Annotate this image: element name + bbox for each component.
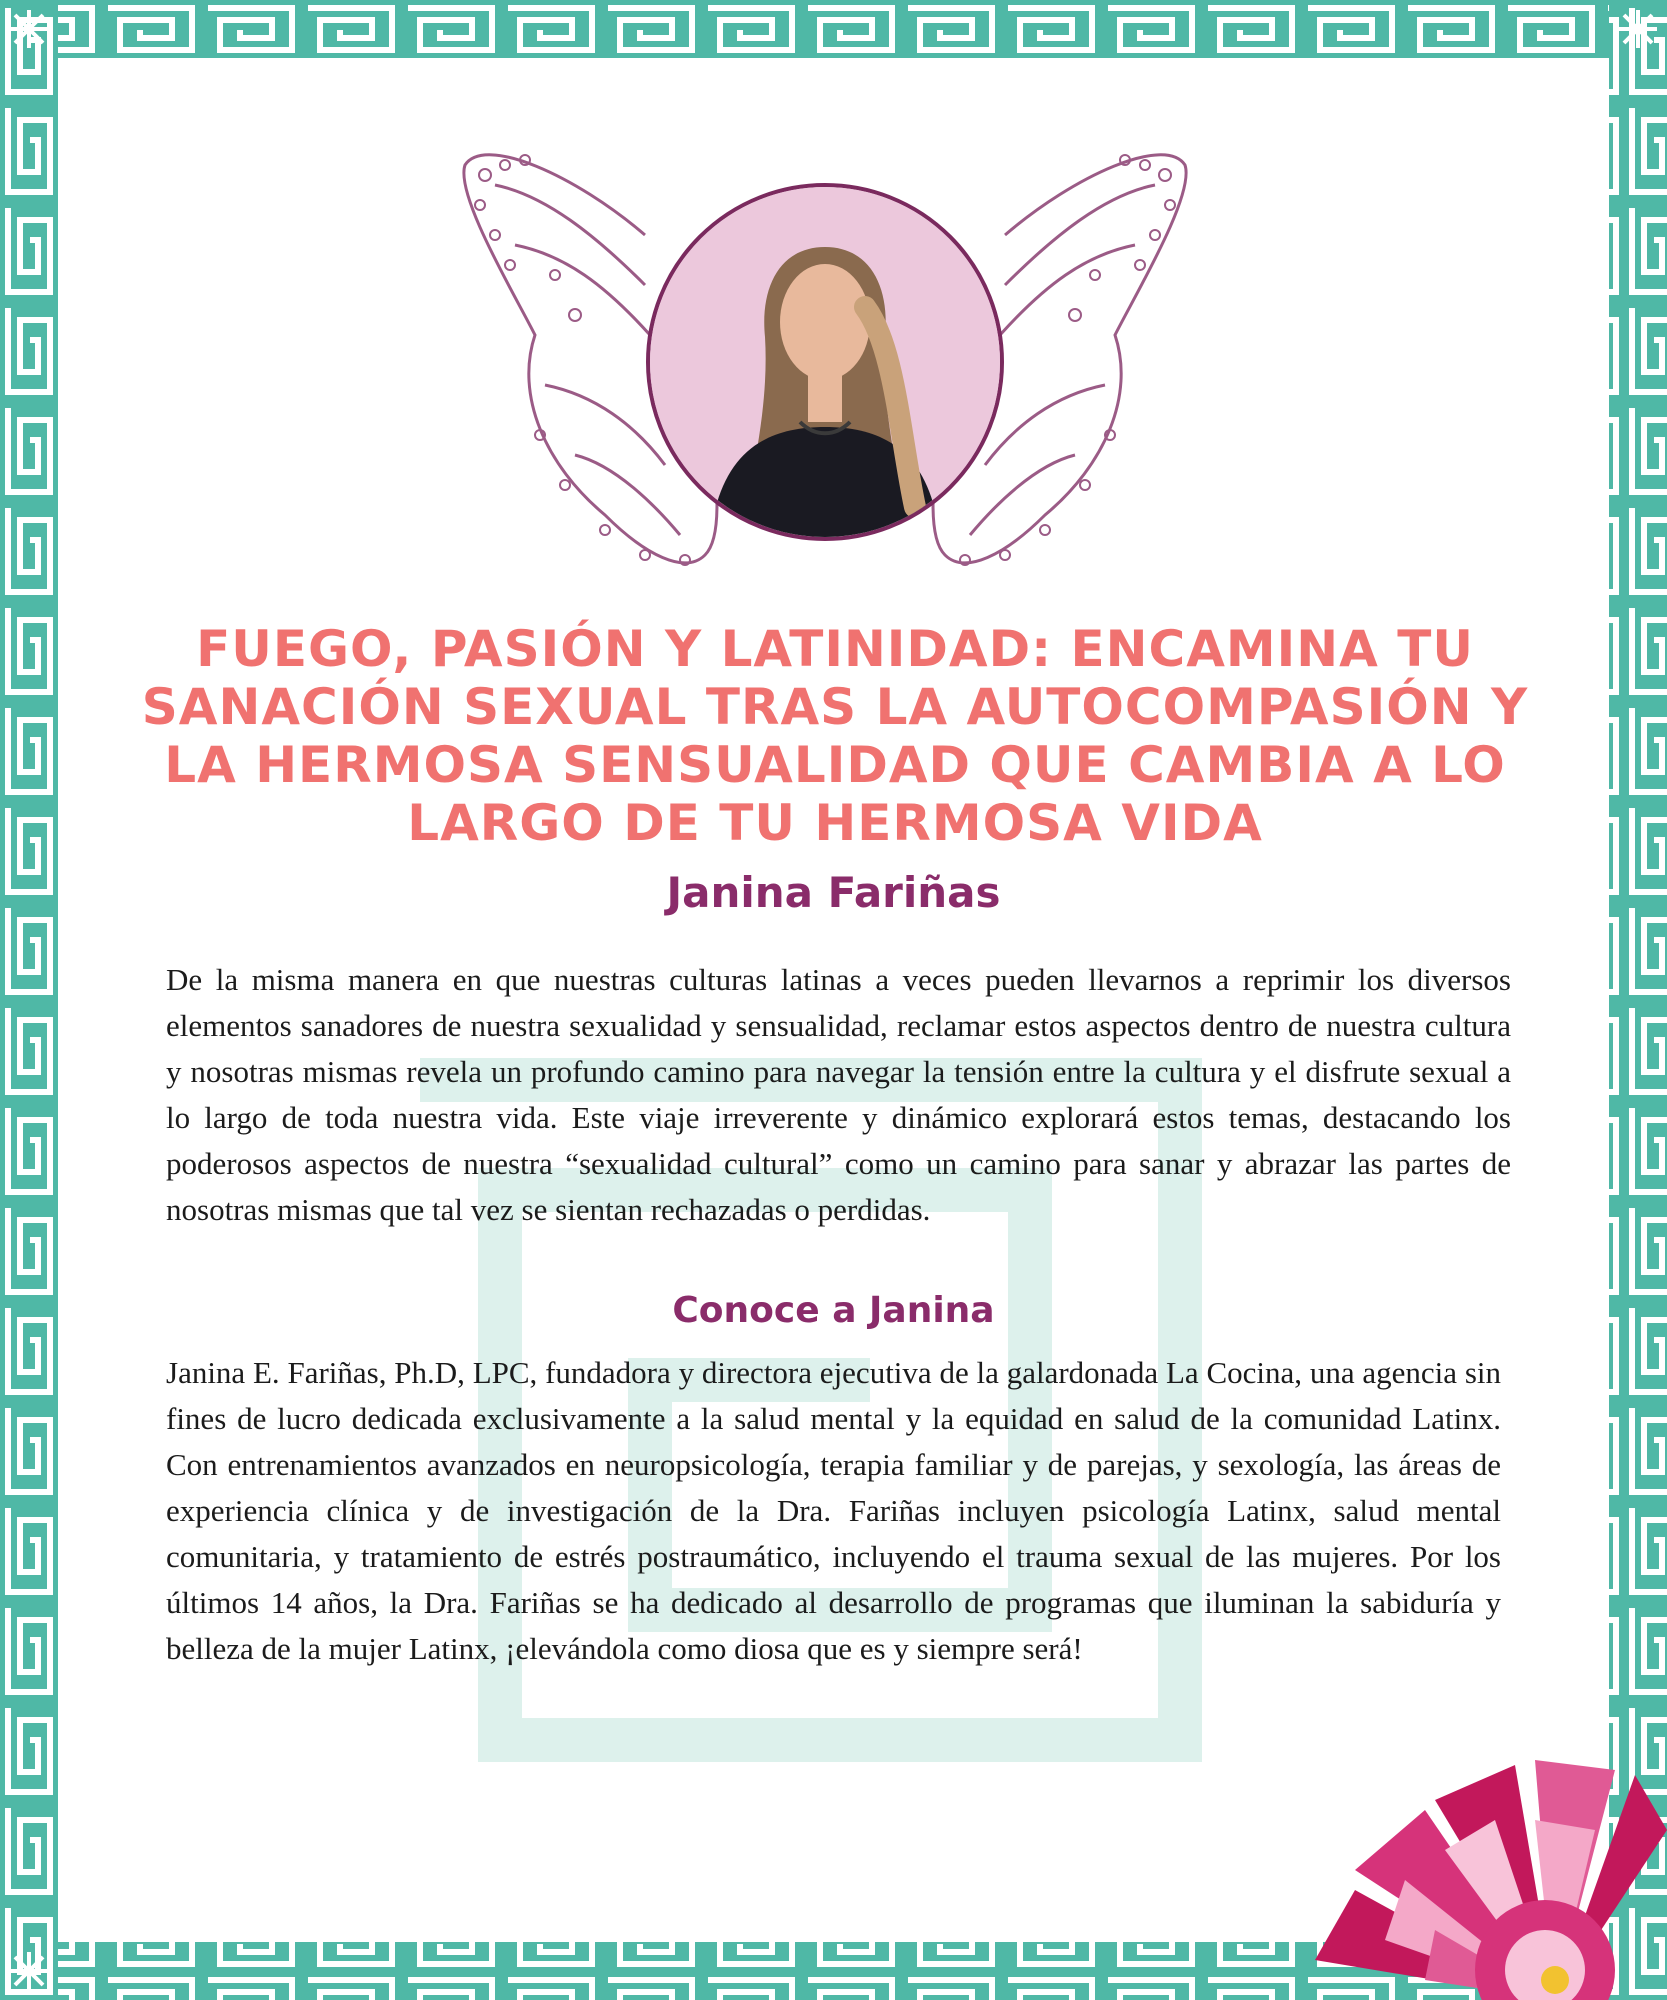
page-title: FUEGO, PASIÓN Y LATINIDAD: ENCAMINA TU SANACIÓN SEXUAL TRAS LA AUTOCOMPASIÓN Y LA HERMOSA SENSUALIDAD QUE CAMBIA A LO LARGO DE TU HERMOSA VIDA [141, 620, 1529, 852]
bio-heading: Conoce a Janina [672, 1290, 995, 1331]
speaker-portrait [646, 183, 1004, 541]
author-name: Janina Fariñas [666, 868, 1001, 917]
bio-paragraph: Janina E. Fariñas, Ph.D, LPC, fundadora y directora ejecutiva de la galardonada La Cocina, una agencia sin fines de lucro dedicada exclusivamente a la salud mental y la equidad en salud de la comunidad Latinx. Con entrenamientos avanzados en neuropsicología, terapia familiar y de parejas, y sexología, las áreas de experiencia clínica y de investigación de la Dra. Fariñas incluyen psicología Latinx, salud mental comunitaria, y tratamiento de estrés postraumático, incluyendo el trauma sexual de las mujeres. Por los últimos 14 años, la Dra. Fariñas se ha dedicado al desarrollo de programas que iluminan la sabiduría y belleza de la mujer Latinx, ¡elevándola como diosa que es y siempre será! [166, 1355, 1501, 1666]
dahlia-flower-icon [1305, 1700, 1667, 2000]
abstract-paragraph: De la misma manera en que nuestras culturas latinas a veces pueden llevarnos a reprimir los diversos elementos sanadores de nuestra sexualidad y sensualidad, reclamar estos aspectos dentro de nuestra cultura y nosotras mismas revela un profundo camino para navegar la tensión entre la cultura y el disfrute sexual a lo largo de toda nuestra vida. Este viaje irreverente y dinámico explorará estos temas, destacando los poderosos aspectos de nuestra “sexualidad cultural” como un camino para sanar y abrazar las partes de nosotras mismas que tal vez se sientan rechazadas o perdidas. [166, 962, 1511, 1227]
